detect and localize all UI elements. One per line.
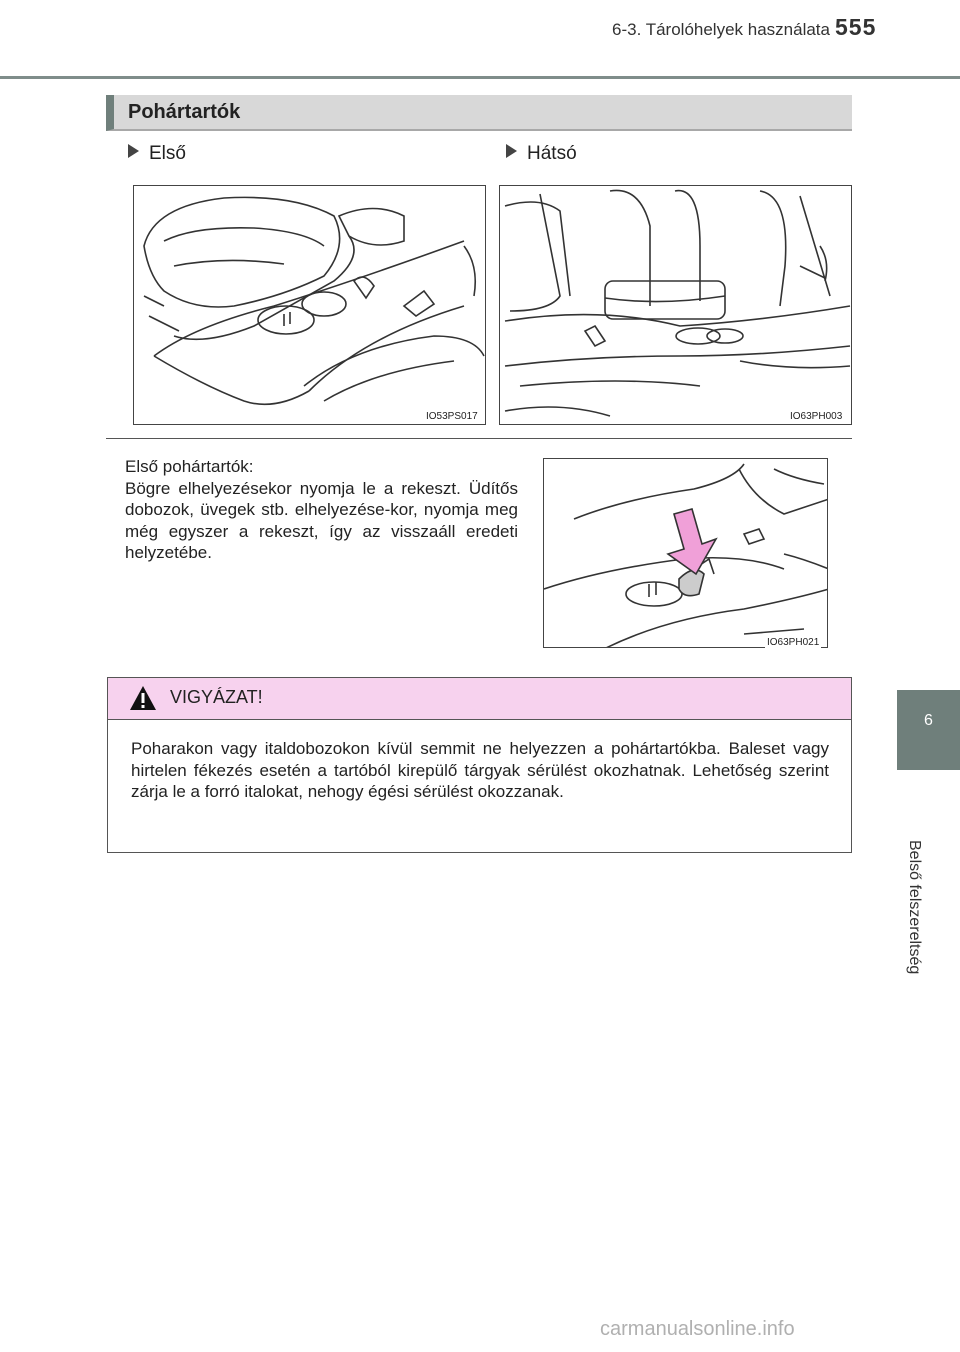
running-header-title: 6-3. Tárolóhelyek használata — [612, 20, 830, 39]
rear-figure-code: IO63PH003 — [790, 411, 843, 422]
content-divider — [106, 438, 852, 439]
rear-label — [506, 143, 577, 165]
warning-text: Poharakon vagy italdobozokon kívül semmit ne helyezzen a pohártartókba. Baleset vagy hirtelen fékezés esetén a tartóból kirepülő tárgyak sérülést okozhatnak. Lehetőség szerint zárja le a forró italokat, nehogy égési sérülést okozzanak. — [131, 739, 829, 801]
header-rule — [0, 76, 960, 79]
chapter-tab — [897, 690, 960, 770]
triangle-bullet-icon — [128, 144, 139, 158]
cupholder-press-drawing — [544, 459, 828, 648]
detail-figure-code: IO63PH021 — [767, 637, 820, 648]
chapter-number: 6 — [924, 712, 933, 729]
front-cupholder-illustration — [133, 185, 486, 425]
section-heading: Pohártartók — [128, 101, 241, 123]
rear-label-text: Hátsó — [527, 143, 577, 164]
rear-cupholder-illustration — [499, 185, 852, 425]
cupholder-description: Első pohártartók: Bögre elhelyezésekor nyomja le a rekeszt. Üdítős dobozok, üvegek stb. elhelyezése-kor, nyomja meg még egyszer a rekeszt, így az visszaáll eredeti helyzetébe. — [125, 457, 518, 562]
front-figure-code: IO53PS017 — [426, 411, 478, 422]
triangle-bullet-icon — [506, 144, 517, 158]
section-heading-bar — [106, 95, 852, 131]
warning-title: VIGYÁZAT! — [170, 687, 263, 707]
watermark: carmanualsonline.info — [600, 1318, 795, 1340]
warning-triangle-icon — [128, 684, 158, 712]
chapter-label: Belső felszereltség — [906, 840, 923, 975]
page-number: 555 — [835, 14, 877, 40]
front-label-text: Első — [149, 143, 186, 164]
rear-seat-drawing — [500, 186, 852, 425]
front-seat-drawing — [134, 186, 486, 425]
front-label — [128, 143, 186, 165]
cupholder-detail-illustration — [543, 458, 828, 648]
chapter-label-container — [905, 840, 925, 975]
